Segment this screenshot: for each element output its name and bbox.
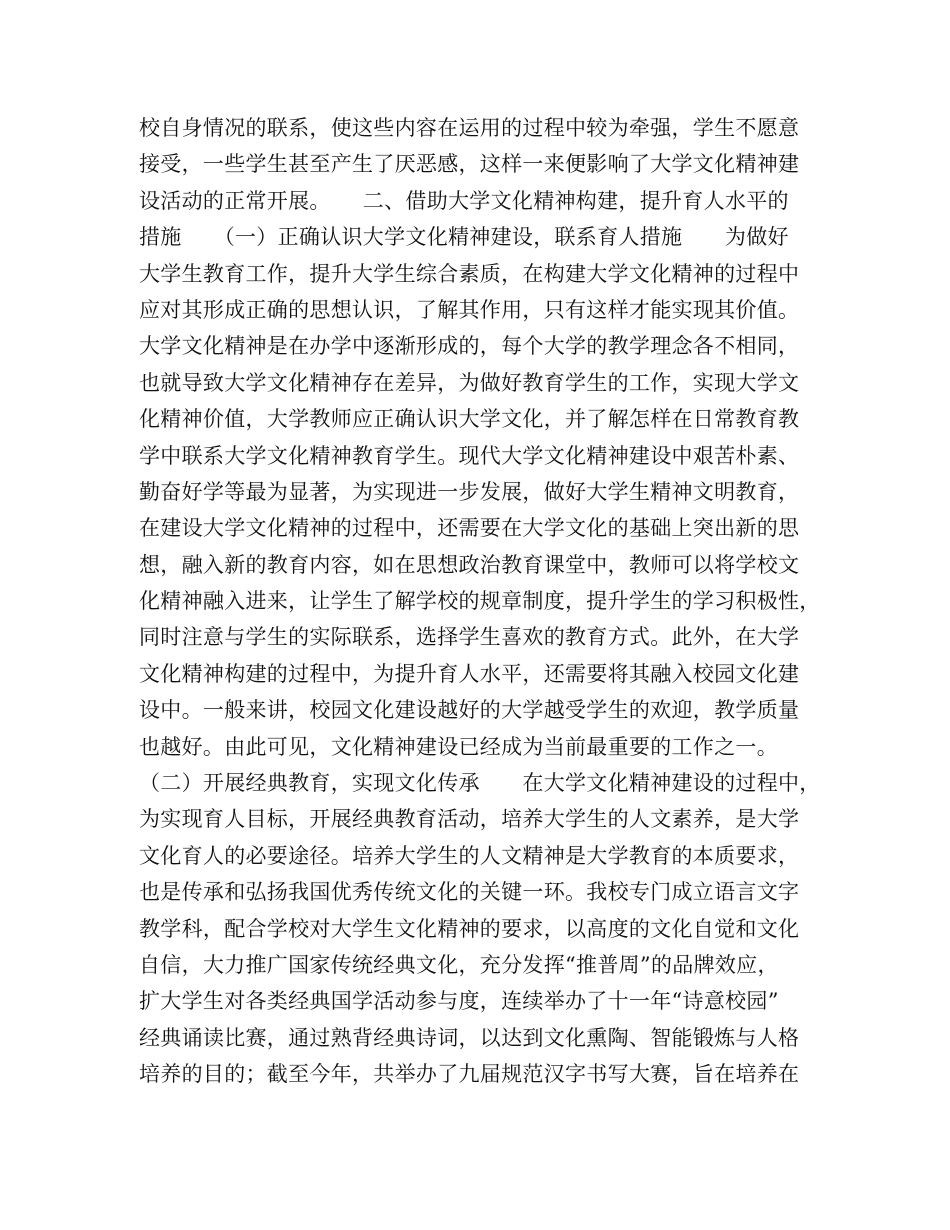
- text-line: 为实现育人目标，开展经典教育活动，培养大学生的人文素养，是大学: [139, 807, 800, 832]
- text-line: 自信，大力推广国家传统经典文化，充分发挥“推普周”的品牌效应，: [139, 952, 779, 977]
- text-line: 也越好。由此可见，文化精神建设已经成为当前最重要的工作之一。: [139, 734, 778, 759]
- text-line: 经典诵读比赛，通过熟背经典诗词，以达到文化熏陶、智能锻炼与人格: [139, 1025, 800, 1050]
- text-line: 也是传承和弘扬我国优秀传统文化的关键一环。我校专门成立语言文字: [139, 880, 800, 905]
- text-line: 培养的目的；截至今年，共举办了九届规范汉字书写大赛，旨在培养在: [139, 1062, 800, 1087]
- text-line: 勤奋好学等最为显著，为实现进一步发展，做好大学生精神文明教育，: [139, 479, 800, 504]
- text-line: 扩大学生对各类经典国学活动参与度，连续举办了十一年“诗意校园”: [139, 989, 779, 1014]
- body-text: [139, 110, 829, 1093]
- text-line: 大学文化精神是在办学中逐渐形成的，每个大学的教学理念各不相同，: [139, 334, 800, 359]
- text-line: 化精神融入进来，让学生了解学校的规章制度，提升学生的学习积极性，: [139, 589, 821, 614]
- text-line: 也就导致大学文化精神存在差异，为做好教育学生的工作，实现大学文: [139, 370, 800, 395]
- text-line: 文化精神构建的过程中，为提升育人水平，还需要将其融入校园文化建: [139, 661, 800, 686]
- text-line: 措施 （一）正确认识大学文化精神建设，联系育人措施 为做好: [139, 225, 789, 250]
- text-line: 应对其形成正确的思想认识，了解其作用，只有这样才能实现其价值。: [139, 297, 800, 322]
- text-line: 化精神价值，大学教师应正确认识大学文化，并了解怎样在日常教育教: [139, 407, 800, 432]
- text-line: 校自身情况的联系，使这些内容在运用的过程中较为牵强，学生不愿意: [139, 116, 800, 140]
- text-line: 在建设大学文化精神的过程中，还需要在大学文化的基础上突出新的思: [139, 516, 800, 541]
- text-line: 大学生教育工作，提升大学生综合素质，在构建大学文化精神的过程中: [139, 261, 800, 286]
- text-line: 文化育人的必要途径。培养大学生的人文精神是大学教育的本质要求，: [139, 843, 800, 868]
- text-line: 学中联系大学文化精神教育学生。现代大学文化精神建设中艰苦朴素、: [139, 443, 800, 468]
- text-line: （二）开展经典教育，实现文化传承 在大学文化精神建设的过程中，: [139, 771, 821, 796]
- text-line: 同时注意与学生的实际联系，选择学生喜欢的教育方式。此外，在大学: [139, 625, 800, 650]
- text-line: 想，融入新的教育内容，如在思想政治教育课堂中，教师可以将学校文: [139, 552, 800, 577]
- text-line: 设中。一般来讲，校园文化建设越好的大学越受学生的欢迎，教学质量: [139, 698, 800, 723]
- text-line: 教学科，配合学校对大学生文化精神的要求，以高度的文化自觉和文化: [139, 916, 800, 941]
- text-line: 设活动的正常开展。 二、借助大学文化精神构建，提升育人水平的: [139, 188, 789, 213]
- text-line: 接受，一些学生甚至产生了厌恶感，这样一来便影响了大学文化精神建: [139, 152, 800, 177]
